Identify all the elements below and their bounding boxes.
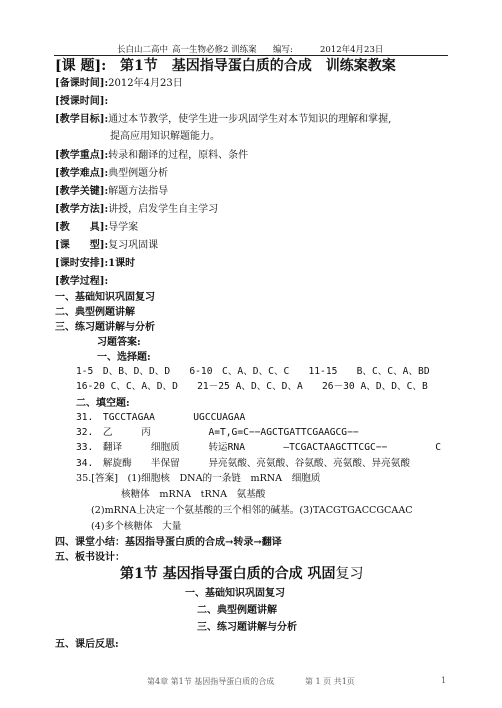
section-exercises: 三、练习题讲解与分析 bbox=[55, 322, 155, 333]
fill-line-31: 31. TGCCTAGAA UGCCUAGAA bbox=[76, 412, 246, 423]
meta-row-method: [教学方法]:讲授，启发学生自主学习 bbox=[55, 204, 219, 215]
section-examples: 二、典型例题讲解 bbox=[55, 307, 135, 318]
board-item-2: 二、典型例题讲解 bbox=[197, 605, 277, 616]
answers-heading: 习题答案: bbox=[97, 337, 141, 348]
board-title: 第1节 基因指导蛋白质的合成 巩固复习 bbox=[120, 566, 364, 582]
choice-heading: 一、选择题: bbox=[97, 352, 151, 363]
board-item-3: 三、练习题讲解与分析 bbox=[197, 622, 297, 633]
meta-row-prep-time: [备课时间]:2012年4月23日 bbox=[55, 78, 183, 89]
header-date: 2012年4月23日 bbox=[320, 45, 384, 55]
header-author: 编写: bbox=[273, 45, 293, 55]
meta-row-hours: [课时安排]:1课时 bbox=[55, 258, 136, 269]
fill-line-35c: (2)mRNA上决定一个氨基酸的三个相邻的碱基。(3)TACGTGACCGCAAC bbox=[91, 505, 413, 516]
footer-chapter: 第4章 第1节 基因指导蛋白质的合成 bbox=[147, 677, 275, 686]
meta-row-class-time: [授课时间]: bbox=[55, 96, 109, 107]
page-title: 第1节 基因指导蛋白质的合成 训练案教案 bbox=[120, 58, 396, 74]
footer-page: 第 1 页 共1页 bbox=[305, 677, 355, 686]
meta-row-tools: [教 具]:导学案 bbox=[55, 222, 139, 233]
fill-line-33: 33. 翻译 细胞质 转运RNA —TCGACTAAGCTTCGC−− C bbox=[76, 442, 442, 453]
board-item-1: 一、基础知识巩固复习 bbox=[185, 588, 285, 599]
title-label: [课 题]: bbox=[55, 58, 107, 74]
fill-line-35b: 核糖体 mRNA tRNA 氨基酸 bbox=[121, 489, 266, 500]
section-reflection: 五、课后反思: bbox=[55, 639, 119, 650]
fill-line-35: 35.[答案] (1)细胞核 DNA的一条链 mRNA 细胞质 bbox=[76, 473, 321, 484]
meta-row-type: [课 型]:复习巩固课 bbox=[55, 240, 159, 251]
section-board: 五、板书设计： bbox=[55, 552, 125, 563]
header-course: 高一生物必修2 训练案 bbox=[172, 45, 257, 55]
fill-line-35d: (4)多个核糖体 大量 bbox=[91, 521, 182, 532]
fill-line-34: 34. 解旋酶 半保留 异亮氨酸、亮氨酸、谷氨酸、亮氨酸、异亮氨酸 bbox=[76, 458, 410, 469]
footer-page-number: 1 bbox=[441, 676, 447, 685]
meta-row-process: [教学过程]: bbox=[55, 276, 109, 287]
meta-row-difficulty: [教学难点]:典型例题分析 bbox=[55, 168, 169, 179]
meta-row-key: [教学关键]:解题方法指导 bbox=[55, 186, 169, 197]
fill-line-32: 32. 乙 丙 A=T,G=C−−AGCTGATTCGAAGCG−− bbox=[76, 427, 359, 438]
fill-heading: 二、填空题: bbox=[76, 398, 130, 409]
header-school: 长白山二高中 bbox=[117, 45, 169, 55]
meta-row-focus: [教学重点]:转录和翻译的过程，原料、条件 bbox=[55, 150, 249, 161]
section-summary: 四、课堂小结：基因指导蛋白质的合成→转录→翻译 bbox=[55, 537, 282, 548]
meta-row-goal-cont: 提高应用知识解题能力。 bbox=[110, 131, 220, 142]
meta-row-goal: [教学目标]:通过本节教学，使学生进一步巩固学生对本节知识的理解和掌握, bbox=[55, 114, 392, 125]
section-basic-review: 一、基础知识巩固复习 bbox=[55, 292, 155, 303]
choice-line-1: 1-5 D、B、D、D、D 6-10 C、A、D、C、C 11-15 B、C、C、A、BD bbox=[76, 366, 430, 377]
choice-line-2: 16-20 C、C、A、D、D 21－25 A、D、C、D、A 26－30 A、D、D、C、B bbox=[76, 381, 428, 392]
